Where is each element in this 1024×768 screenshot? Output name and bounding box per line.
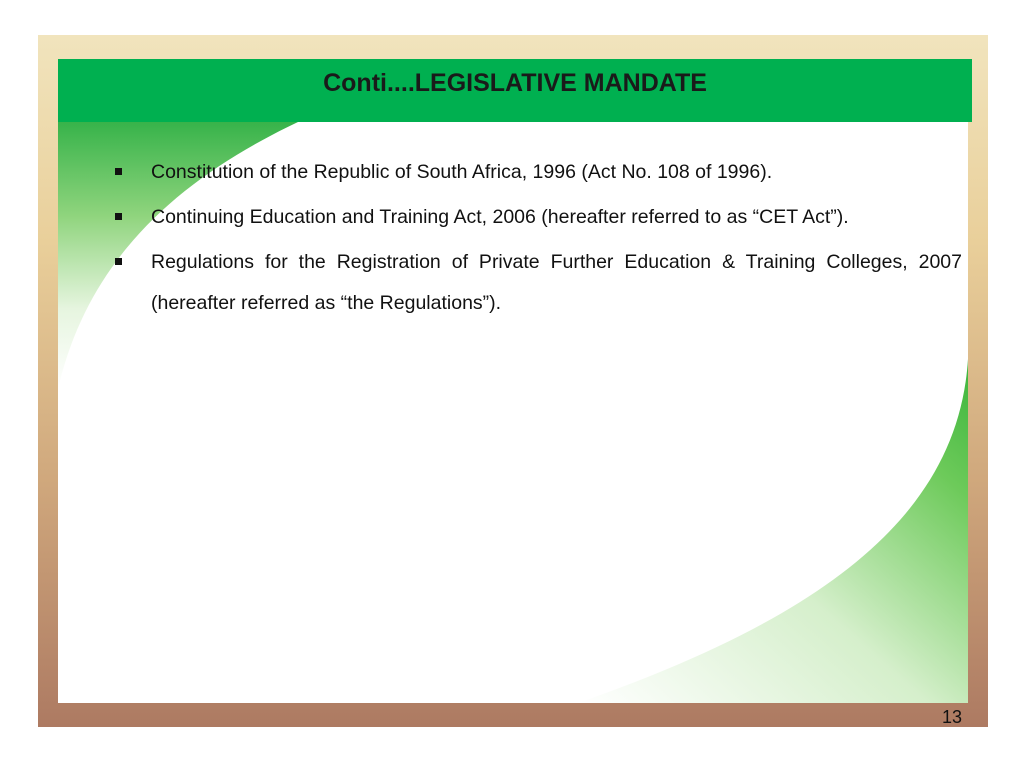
bullet-item <box>112 242 962 324</box>
bullet-item <box>112 197 962 238</box>
square-bullet-icon <box>115 213 122 220</box>
bullet-list <box>112 152 962 328</box>
square-bullet-icon <box>115 168 122 175</box>
slide-title: Conti....LEGISLATIVE MANDATE <box>323 69 707 97</box>
bullet-text: Regulations for the Registration of Private Further Education & Training Colleges, 2007 (hereafter referred as “the Regulations”). <box>151 251 962 314</box>
square-bullet-icon <box>115 258 122 265</box>
bullet-text: Constitution of the Republic of South Africa, 1996 (Act No. 108 of 1996). <box>151 161 773 183</box>
page-number: 13 <box>941 707 962 727</box>
bullet-text: Continuing Education and Training Act, 2006 (hereafter referred to as “CET Act”). <box>151 206 849 228</box>
bullet-item <box>112 152 962 193</box>
